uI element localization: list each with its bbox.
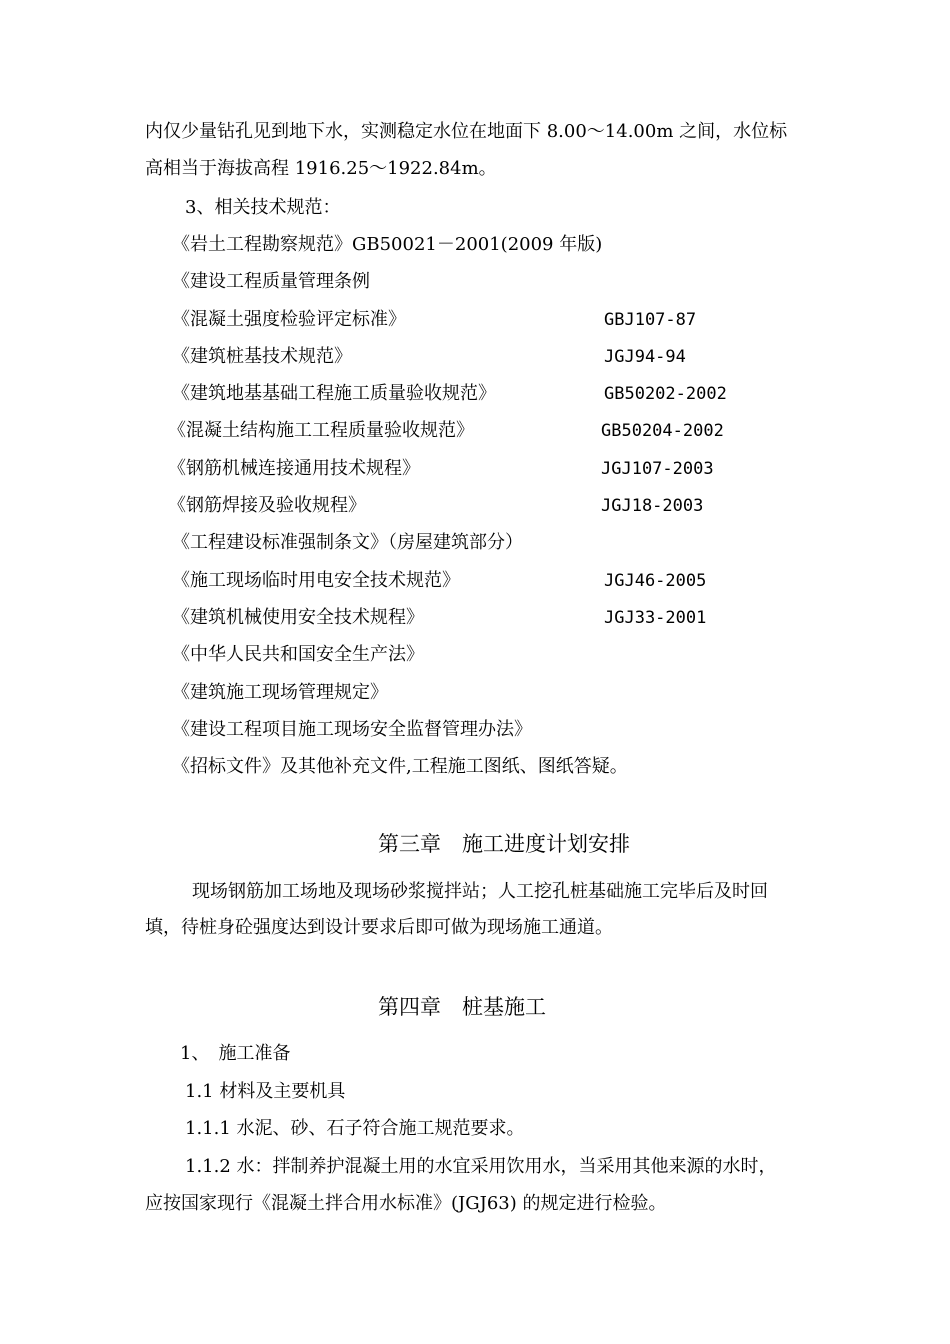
chapter-3-para-line-1: 现场钢筋加工场地及现场砂浆搅拌站；人工挖孔桩基础施工完毕后及时回 (192, 881, 768, 902)
standard-name: 《建筑施工现场管理规定》 (172, 682, 388, 703)
item-1-heading: 1、 施工准备 (180, 1043, 291, 1064)
standard-code: GB50202-2002 (604, 384, 727, 404)
section-title-standards: 3、相关技术规范： (185, 197, 341, 218)
intro-line-1: 内仅少量钻孔见到地下水，实测稳定水位在地面下 8.00～14.00m 之间，水位标 (145, 121, 788, 142)
intro-line-2: 高相当于海拔高程 1916.25～1922.84m。 (145, 158, 497, 179)
standard-name: 《建筑机械使用安全技术规程》 (172, 607, 424, 628)
item-1-1-2-line-1: 1.1.2 水：拌制养护混凝土用的水宜采用饮用水，当采用其他来源的水时， (185, 1156, 777, 1177)
standard-code: GB50204-2002 (601, 421, 724, 441)
chapter-4-title: 第四章 桩基施工 (378, 995, 546, 1019)
standard-name: 《建筑桩基技术规范》 (172, 346, 352, 367)
chapter-3-para-line-2: 填，待桩身砼强度达到设计要求后即可做为现场施工通道。 (145, 917, 613, 938)
standard-name: 《施工现场临时用电安全技术规范》 (172, 570, 460, 591)
item-1-1-heading: 1.1 材料及主要机具 (185, 1081, 346, 1102)
item-1-1-1-text: 1.1.1 水泥、砂、石子符合施工规范要求。 (185, 1118, 525, 1139)
standard-name: 《混凝土强度检验评定标准》 (172, 309, 406, 330)
standard-name: 《建筑地基基础工程施工质量验收规范》 (172, 383, 496, 404)
standard-name: 《钢筋焊接及验收规程》 (168, 495, 366, 516)
standard-name: 《工程建设标准强制条文》（房屋建筑部分） (172, 532, 523, 553)
standard-name: 《招标文件》及其他补充文件,工程施工图纸、图纸答疑。 (172, 756, 628, 777)
item-1-1-2-line-2: 应按国家现行《混凝土拌合用水标准》(JGJ63) 的规定进行检验。 (145, 1193, 667, 1214)
standard-name: 《中华人民共和国安全生产法》 (172, 644, 424, 665)
standard-code: JGJ107-2003 (601, 459, 714, 479)
standard-code: GBJ107-87 (604, 310, 697, 330)
standard-name: 《岩土工程勘察规范》GB50021－2001(2009 年版) (172, 234, 603, 255)
standard-name: 《混凝土结构施工工程质量验收规范》 (168, 420, 474, 441)
standard-code: JGJ46-2005 (604, 571, 707, 591)
chapter-3-title: 第三章 施工进度计划安排 (378, 832, 630, 856)
standard-name: 《建设工程项目施工现场安全监督管理办法》 (172, 719, 532, 740)
standard-name: 《建设工程质量管理条例 (172, 271, 370, 292)
standard-code: JGJ33-2001 (604, 608, 707, 628)
standard-code: JGJ18-2003 (601, 496, 704, 516)
standard-code: JGJ94-94 (604, 347, 686, 367)
standard-name: 《钢筋机械连接通用技术规程》 (168, 458, 420, 479)
